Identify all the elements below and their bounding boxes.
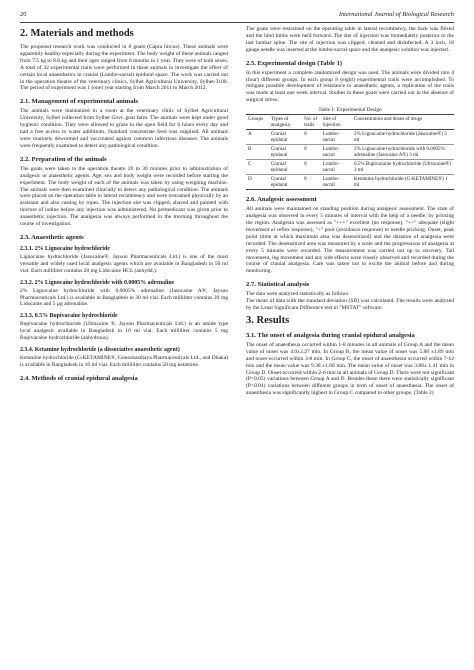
paragraph-onset: The onset of anaesthesia occurred within 1-8 minutes in all animals of Group A and the mean value of onset was 4.0±2.27 min. In Group B, the mean value of onset was 5.88 ±1.89 min and onset occurred within 3-8 min. In Group C, the onset of anaesthesia occurred within 7-12 min and the mean value was 9.38 ±1.68 min. The mean value of onset was 3.88± 1.41 min in Group D. Onset occurred within 2-6 min in all animals of Group D. There were not significant (P>0.05) variations between Group A and D. Besides these there were statistically significant (P<0.01) variations between different groups in term of onset of anaesthesia. The onset of anaesthesia was significantly highest in Group C compared to other groups. (Table 2) bbox=[246, 341, 454, 397]
table-caption: Table 1: Experimental Design bbox=[318, 107, 382, 114]
paragraph-assessment: All animals were maintained on standing position during analgesic assessment. The state of analgesia was observed in every 5 minutes of interval with the help of a needle, by pricking the region. Analgesia was assessed as "+++" excellent (no response), "++" adequate (slight movement or reflex response), "+" poor (avoidance response) to needle pricking. Onset, peak point (time at which maximum area was desensitized) and the duration of analgesia were recorded. The desensitized area was measured by a scale and the progressions of analgesia at every 5 minutes were recorded. The measurement was carried out up to recovery. Tail movement, leg movement and any side effects were closely observed and recorded during the course of cranial analgesia. Care was taken not to excite the animal before and during monitoring. bbox=[246, 206, 454, 275]
table-cell: Lumbo-sacral bbox=[321, 160, 352, 175]
subsubsection-heading-lignocaine-adrenaline: 2.3.2. 2% Lignocaine hydrochloride with 0.0005% adrenaline bbox=[20, 279, 175, 286]
table-cell: A bbox=[246, 130, 269, 145]
table-cell: 8 bbox=[302, 160, 321, 175]
table-cell: Cranial epidural bbox=[269, 160, 302, 175]
subsection-heading-onset: 3.1. The onset of analgesia during cranial epidural analgesia bbox=[246, 331, 415, 339]
table-cell: Lumbo-sacral bbox=[321, 175, 352, 190]
paragraph-restraint: The goats were restrained on the operating table in lateral recumbency, the back was flexed and the hind limbs were held forward. The site of injection was immediately posterior to the last lumbar spine. The site of injection was clipped, cleaned and disinfected. A 3 inch, 18 gauge needle was inserted at the lumbo-sacral space and the analgesic solution was injected. bbox=[246, 26, 454, 53]
subsection-heading-design: 2.5. Experimental design (Table 1) bbox=[246, 59, 343, 67]
experimental-design-table bbox=[246, 107, 454, 190]
table-header: Site of injection bbox=[321, 115, 352, 130]
table-cell: C bbox=[246, 160, 269, 175]
page-number: 20 bbox=[20, 11, 27, 18]
subsection-heading-preparation: 2.2. Preparation of the animals bbox=[20, 155, 107, 163]
table-header-row bbox=[246, 115, 454, 130]
paragraph-statistics: The data were analyzed statistically as follows The mean of data with the standard deviation (SD) was calculated. The results were analyzed by the Least Significant Difference test in "MSTAT" software. bbox=[246, 291, 454, 312]
table-header: Types of analgesia bbox=[269, 115, 302, 130]
table-cell: B bbox=[246, 145, 269, 160]
subsection-heading-assessment: 2.6. Analgesic assessment bbox=[246, 196, 317, 204]
table-cell: 2% Lignocaine hydrochloride with 0.0005% adrenaline (Jasocaine A®) 3 ml bbox=[352, 145, 454, 160]
table-row bbox=[246, 130, 454, 145]
table-row bbox=[246, 175, 454, 190]
table-cell: Cranial epidural bbox=[269, 145, 302, 160]
paragraph-bupivacaine: Bupivacaine hydrochloride (Ultracaine ®, Jayson Pharmaceuticals Ltd.) is an amide type local analgesic available in Bangladesh in 10 ml vial. Each milliliter contains 5 mg Bupivacaine hydrochloride (anhydrous). bbox=[20, 321, 228, 342]
paragraph-preparation: The goats were taken to the operation theatre 20 to 30 minutes prior to administration of analgesic or anaesthetic agents. Age, sex and body weight were recorded before starting the experiment. The body weight of each of the animals was taken by using weighing machine. The animals were then examined clinically to detect any pathological condition. The animals were placed on the operation table in lateral recumbency and were restrained physically by an assistant and also casting by ropes. The injection site was clipped, shaved and painted with tincture of iodine before any injection was administered. No premedicant was given prior to anaesthetic injection. The analgesia was always performed in the morning throughout the course of investigation. bbox=[20, 165, 228, 228]
table-cell: 0.5% Bupivacaine hydrochloride (Ultracaine®) 3 ml bbox=[352, 160, 454, 175]
journal-name: International Journal of Biological Research bbox=[338, 11, 454, 18]
subsubsection-heading-ketamine: 2.3.4. Ketamine hydrochloride (a dissociative anaesthetic agent) bbox=[20, 347, 180, 354]
paragraph-ketamine: Ketamine hydrochloride (G-KETAMINE®, Gonoshasthaya Pharmaceuticals Ltd., and Dhaka) is available in Bangladesh in 10 ml vial. Each milliliter contains 50 mg ketamine. bbox=[20, 355, 228, 368]
table-cell: 8 bbox=[302, 130, 321, 145]
table-cell: Cranial epidural bbox=[269, 130, 302, 145]
subsubsection-heading-lignocaine: 2.3.1. 2% Lignocaine hydrochloride bbox=[20, 245, 110, 252]
paragraph-management: The animals were maintained in a room at the veterinary clinic of Sylhet Agricultural University, Sylhet collected from Sylhet Govt. goat farm. The animals were kept under good hygienic condition. They were allowed to graze in the open field for 6 hours every day and had a free access to water adlibitum. Standard concentrate feed was supplied. All animals were routinely dewormed and vaccinated against common infectious diseases. The animals were frequently examined to detect any pathological condition. bbox=[20, 108, 228, 149]
subsection-heading-agents: 2.3. Anaesthetic agents bbox=[20, 233, 84, 241]
running-header bbox=[20, 10, 454, 23]
left-column bbox=[20, 26, 228, 400]
table-cell: Ketamine hydrochloride (G-KETAMINE®) 1 ml bbox=[352, 175, 454, 190]
table-cell: 8 bbox=[302, 145, 321, 160]
paragraph-lignocaine-adrenaline: 2% Lignocaine hydrochloride with 0.0005% adrenaline (Jasocaine A®, Jayson Pharmaceuticals Ltd.) is available in Bangladesh in 30 ml vial. Each milliliter contains 20 mg Lidocaine and 5 µg adrenaline. bbox=[20, 287, 228, 308]
section-heading-results: 3. Results bbox=[246, 314, 290, 326]
paragraph-design: In this experiment a complete randomized design was used. The animals were divided into 4 (four) different groups. In each group 8 (eight) experimental trails were accomplished. To mitigate possible development of resistance to anaesthetic agents, a replication of the trails was made at least one week interval. Studies in these goats were carried out in the absence of surgical stress. bbox=[246, 69, 454, 104]
subsubsection-heading-bupivacaine: 2.3.3. 0.5% Bupivacaine hydrochloride bbox=[20, 313, 118, 320]
table-header: Groups bbox=[246, 115, 269, 130]
table-cell: 2% Lignocaine hydrochloride (Jasocaine®) 3 ml bbox=[352, 130, 454, 145]
table-cell: D bbox=[246, 175, 269, 190]
table-cell: Lumbo-sacral bbox=[321, 145, 352, 160]
table-header: No. of trails bbox=[302, 115, 321, 130]
table-cell: 8 bbox=[302, 175, 321, 190]
subsection-heading-statistics: 2.7. Statistical analysis bbox=[246, 281, 310, 289]
subsection-heading-management: 2.1. Management of experimental animals bbox=[20, 98, 138, 106]
table-row bbox=[246, 145, 454, 160]
table-cell: Cranial epidural bbox=[269, 175, 302, 190]
table-cell: Lumbo-sacral bbox=[321, 130, 352, 145]
section-heading-methods: 2. Materials and methods bbox=[20, 28, 134, 39]
table-header: Concentration and doses of drugs bbox=[352, 115, 454, 130]
right-column bbox=[246, 26, 454, 400]
paragraph-methods: The proposed research work was conducted in 8 goats (Capra hircus). These animals were apparently healthy especially during the experiment. The body weight of these animals ranged from 7.5 kg to 8.6 kg and their ages ranged from 8 months to 1 year. They were of both sexes. A total of 32 experimental trails were performed in these animals to investigate the effect of certain local anaesthetics in cranial (Lumbo-sacral) epidural space. The work was carried out in the operation theatre of the veterinary clinics, Sylhet Agricultural University, Sylhet-3100. The period of experiment was 1 (one) year starting from March 2011 to March 2012. bbox=[20, 44, 228, 92]
subsection-heading-epidural-methods: 2.4. Methods of cranial epidural analgesia bbox=[20, 374, 138, 382]
table-row bbox=[246, 160, 454, 175]
paragraph-lignocaine: Lignocaine hydrochloride (Jasocaine®, Jayson Pharmaceuticals Ltd.) is one of the most versatile and widely used local analgesic agents which are available in Bangladesh in 50 ml vial. Each milliliter contains 20 mg Lidocaine HCL (anhydd.). bbox=[20, 253, 228, 274]
